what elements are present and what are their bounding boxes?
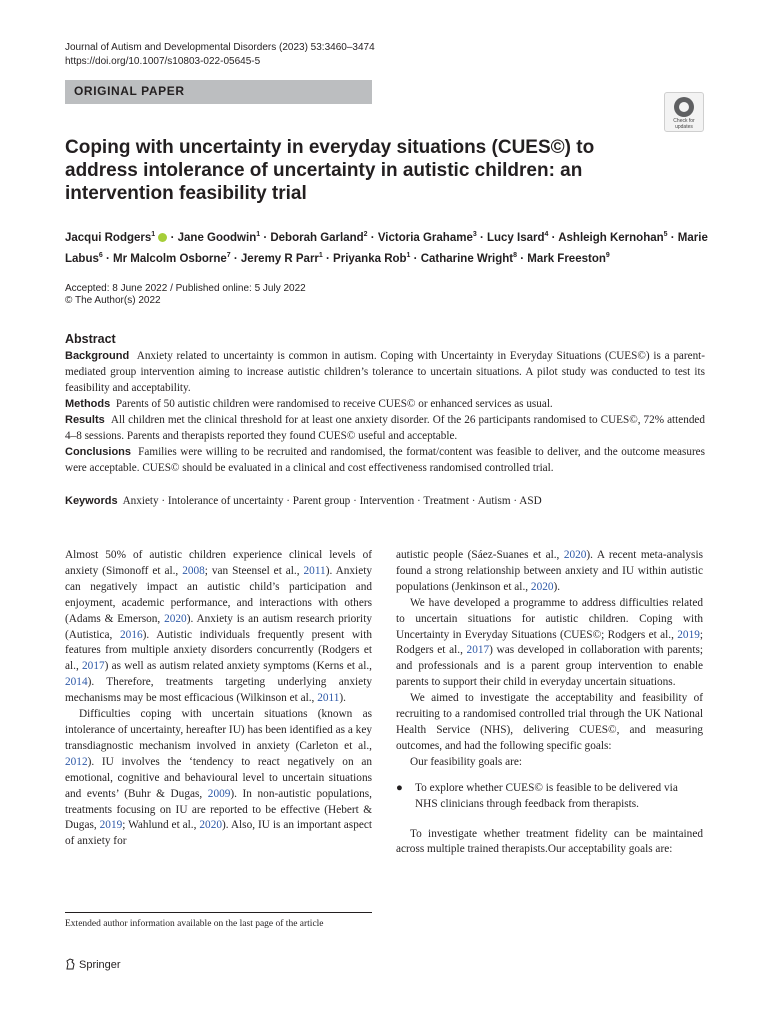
paragraph: To investigate whether treatment fidelity can be maintained across multiple trained therapists.Our acceptability goals are:: [396, 827, 703, 856]
check-updates-icon: [674, 97, 694, 117]
author-name: Victoria Grahame: [377, 231, 473, 244]
author-affiliation: 4: [544, 231, 549, 238]
text-run: ; Wahlund et al.,: [122, 819, 200, 832]
abstract-section-text: All children met the clinical threshold for at least one anxiety disorder. Of the 26 participants randomised to CUES©, 72% attended 4–8 sessions. Parents and therapists reported they found CUES© useful and acceptable.: [65, 414, 705, 442]
copyright: © The Author(s) 2022: [65, 295, 161, 306]
author-affiliation: 1: [406, 251, 411, 259]
text-run: We have developed a programme to address difficulties related to uncertain situations for autistic children. Coping with Uncertainty in Everyday Situations (CUES©; Rodgers et al.,: [396, 596, 703, 641]
text-run: Almost 50% of autistic children experience clinical levels of anxiety (Simonoff et al.,: [65, 549, 372, 577]
author-affiliation: 7: [226, 251, 231, 259]
publisher-footer: [65, 958, 121, 972]
citation-link[interactable]: 2017: [82, 660, 105, 673]
text-run: ; Rodgers et al.,: [396, 628, 703, 657]
citation-link[interactable]: 2012: [65, 755, 88, 768]
paragraph: [65, 707, 372, 850]
citation-link[interactable]: 2009: [207, 787, 231, 800]
author-affiliation: 1: [151, 231, 156, 238]
paragraph: We aimed to investigate the acceptability and feasibility of recruiting to a randomised controlled trial through the UK National Health Service (NHS), delivering CUES©, and measuring outcomes, and had the following specific goals:: [396, 692, 703, 752]
abstract-section-label: Results: [65, 414, 105, 426]
author-affiliation: 8: [513, 251, 518, 259]
abstract-section: [65, 444, 705, 476]
check-for-updates-badge[interactable]: [664, 92, 704, 132]
citation-link[interactable]: 2020: [563, 549, 587, 561]
citation-link[interactable]: 2011: [317, 692, 340, 705]
article-type-label: ORIGINAL PAPER: [74, 84, 185, 98]
abstract-section: [65, 412, 705, 444]
abstract-section-text: Families were willing to be recruited and randomised, the format/content was feasible to deliver, and the outcome measures were acceptable. CUES© should be evaluated in a clinical and cost effectiveness randomised controlled trial.: [65, 446, 705, 474]
list-item: [396, 781, 703, 813]
author-name: Marie Labus: [65, 231, 708, 265]
footnote: Extended author information available on the last page of the article: [65, 919, 324, 929]
author-affiliation: 2: [363, 231, 368, 238]
author-name: Jane Goodwin: [177, 231, 257, 244]
citation-link[interactable]: 2008: [182, 564, 205, 577]
accepted-date: Accepted: 8 June 2022 / Published online: 5 July 2022: [65, 283, 306, 294]
text-run: autistic people (Sáez-Suanes et al.,: [396, 549, 564, 561]
bullet-icon: ●: [396, 781, 403, 794]
abstract-section-label: Methods: [65, 398, 111, 410]
abstract-body: [65, 348, 705, 476]
author-name: Jeremy R Parr: [240, 252, 319, 265]
citation-link[interactable]: 2020: [164, 612, 187, 625]
article-type-banner: [65, 80, 372, 104]
publisher-name: Springer: [79, 959, 121, 971]
text-run: ). IU involves the ‘tendency to react negatively on an emotional, cognitive and behavioural level to uncertain situations and events’ (Buhr & Dugas,: [65, 755, 372, 800]
author-name: Lucy Isard: [486, 231, 545, 244]
text-run: ).: [339, 692, 346, 705]
text-run: ) was developed in collaboration with parents; and professionals and is a parent group intervention to enable parents to support their child in everyday uncertain situations.: [396, 644, 703, 689]
citation-link[interactable]: 2019: [677, 628, 700, 641]
springer-horse-icon: [65, 958, 76, 970]
journal-header: [65, 41, 375, 69]
text-run: ). Anxiety can negatively impact an autistic child’s participation and enjoyment, academic performance, and interactions with others (Adams & Emerson,: [65, 564, 372, 625]
keywords-label: Keywords: [65, 495, 118, 507]
author-name: Deborah Garland: [270, 231, 364, 244]
author-name: Mr Malcolm Osborne: [113, 252, 227, 265]
paragraph: [65, 548, 372, 707]
doi-link[interactable]: https://doi.org/10.1007/s10803-022-05645-5: [65, 56, 261, 67]
text-run: Difficulties coping with uncertain situations (known as intolerance of uncertainty, hereafter IU) has been identified as a key transdiagnostic mechanism involved in anxiety (Carleton et al.,: [65, 708, 372, 752]
citation-link[interactable]: 2014: [65, 676, 88, 689]
text-run: ). Therefore, treatments targeting underlying anxiety mechanisms may be most efficacious (Wilkinson et al.,: [65, 676, 372, 705]
list-item-text: To explore whether CUES© is feasible to be delivered via NHS clinicians through feedback from therapists.: [415, 781, 678, 810]
text-run: ; van Steensel et al.,: [204, 564, 304, 577]
paragraph: [396, 596, 703, 691]
author-affiliation: 9: [605, 251, 610, 259]
keywords-list: Anxiety · Intolerance of uncertainty · Parent group · Intervention · Treatment · Autism · ASD: [122, 495, 542, 507]
text-run: ).: [553, 580, 561, 593]
citation-link[interactable]: 2019: [99, 819, 123, 832]
check-updates-label: Check for updates: [673, 118, 695, 130]
author-affiliation: 5: [663, 231, 668, 238]
keywords: [65, 493, 705, 509]
author-affiliation: 3: [472, 231, 477, 238]
abstract-section-label: Background: [65, 350, 130, 362]
abstract-section: [65, 396, 705, 412]
text-run: ) as well as autism related anxiety symptoms (Kerns et al.,: [104, 660, 372, 673]
citation-link[interactable]: 2016: [120, 628, 143, 641]
text-run: ). Also, IU is an important aspect of anxiety for: [65, 819, 373, 848]
author-name: Catharine Wright: [420, 252, 514, 265]
article-title: Coping with uncertainty in everyday situations (CUES©) to address intolerance of uncertainty in autistic children: an intervention feasibility trial: [65, 137, 595, 204]
abstract-section: [65, 348, 705, 396]
text-run: ). A recent meta-analysis found a strong relationship between anxiety and IU within autistic populations (Jenkinson et al.,: [396, 549, 703, 593]
text-run: ). Autistic individuals frequently present with features from multiple anxiety disorders concurrently (Rodgers et al.,: [65, 628, 372, 673]
footnote-divider: [65, 912, 372, 913]
paragraph: [396, 548, 703, 596]
abstract-heading: Abstract: [65, 332, 116, 346]
author-affiliation: 1: [318, 251, 323, 259]
author-name: Ashleigh Kernohan: [558, 231, 664, 244]
author-affiliation: 6: [98, 251, 103, 259]
orcid-icon[interactable]: [158, 233, 167, 242]
abstract-section-text: Anxiety related to uncertainty is common in autism. Coping with Uncertainty in Everyday Situations (CUES©) is a parent-mediated group intervention aiming to increase autistic children’s tolerance to uncertain situations. A pilot study was conducted to test its feasibility and acceptability.: [65, 350, 705, 394]
paragraph: Our feasibility goals are:: [410, 755, 522, 768]
text-run: ). Anxiety is an autism research priority (Autistica,: [65, 612, 372, 641]
publication-dates: [65, 283, 306, 307]
author-name: Priyanka Rob: [333, 252, 407, 265]
citation-link[interactable]: 2020: [530, 580, 554, 593]
abstract-section-text: Parents of 50 autistic children were randomised to receive CUES© or enhanced services as usual.: [110, 398, 553, 410]
citation-link[interactable]: 2011: [303, 564, 326, 577]
citation-link[interactable]: 2017: [466, 644, 490, 657]
citation-link[interactable]: 2020: [199, 819, 222, 832]
abstract-section-label: Conclusions: [65, 446, 132, 458]
author-affiliation: 1: [256, 231, 261, 238]
body-column-left: [65, 548, 372, 850]
body-column-right: [396, 548, 703, 858]
author-list: Jacqui Rodgers$^1$ · Jane Goodwin$^1$ · Deborah Garland$^2$ · Victoria Grahame$^3$ · Lucy Isard$^4$ · Ashleigh Kernohan$^5$ · Marie Labus$^6$ · Mr Malcolm Osborne$^7$ · Jeremy R Parr$^1$ · Priyanka Rob$^1$ · Catharine Wright$^8$ · Mark Freeston$^9$: [65, 231, 708, 265]
journal-citation: Journal of Autism and Developmental Disorders (2023) 53:3460–3474: [65, 42, 375, 53]
author-name: Jacqui Rodgers: [65, 231, 152, 244]
author-name: Mark Freeston: [527, 252, 606, 265]
text-run: ). In non-autistic populations, treatments focusing on IU are reported to be effective (Hebert & Dugas,: [65, 787, 372, 832]
